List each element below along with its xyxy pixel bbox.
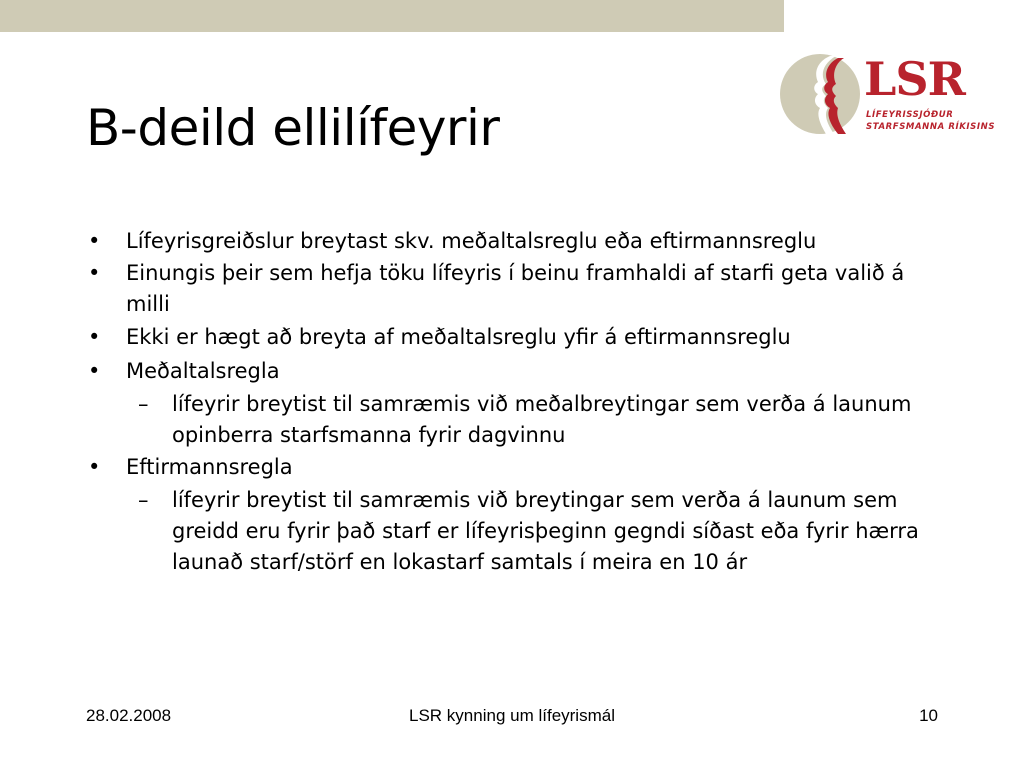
header-accent-bar	[0, 0, 784, 32]
bullet-text: Lífeyrisgreiðslur breytast skv. meðaltalsreglu eða eftirmannsreglu	[126, 229, 817, 253]
sub-bullet-item	[86, 485, 946, 578]
bullet-item	[86, 451, 946, 484]
footer-date: 28.02.2008	[86, 706, 172, 725]
bullet-text: Meðaltalsregla	[126, 359, 280, 383]
sub-bullet-text: lífeyrir breytist til samræmis við breytingar sem verða á launum sem greidd eru fyrir það starf er lífeyrisþeginn gegndi síðast eða fyrir hærra launað starf/störf en lokastarf samtals í meira en 10 ár	[172, 488, 919, 574]
bullet-item	[86, 321, 946, 354]
bullet-list	[86, 226, 946, 578]
bullet-text: Eftirmannsregla	[126, 455, 293, 479]
bullet-text: Ekki er hægt að breyta af meðaltalsreglu yfir á eftirmannsreglu	[126, 325, 791, 349]
bullet-marker: •	[88, 229, 101, 253]
bullet-item	[86, 355, 946, 388]
sub-bullet-marker: –	[138, 392, 149, 416]
bullet-item	[86, 226, 946, 257]
slide-title: B-deild ellilífeyrir	[86, 99, 500, 157]
logo-tagline-line2: STARFSMANNA RÍKISINS	[866, 122, 996, 132]
bullet-marker: •	[88, 455, 101, 479]
lsr-logo	[776, 50, 1006, 140]
footer-page-number: 10	[919, 706, 938, 725]
bullet-marker: •	[88, 325, 101, 349]
sub-bullet-item	[86, 389, 946, 451]
bullet-marker: •	[88, 359, 101, 383]
logo-tagline-line1: LÍFEYRISSJÓÐUR	[866, 110, 954, 120]
bullet-text: Einungis þeir sem hefja töku lífeyris í beinu framhaldi af starfi geta valið á milli	[126, 261, 905, 316]
logo-wordmark: LSR	[864, 52, 965, 106]
bullet-marker: •	[88, 261, 101, 285]
footer-presentation-title: LSR kynning um lífeyrismál	[409, 706, 615, 725]
bullet-item	[86, 258, 946, 320]
sub-bullet-text: lífeyrir breytist til samræmis við meðalbreytingar sem verða á launum opinberra starfsmanna fyrir dagvinnu	[172, 392, 912, 447]
sub-bullet-marker: –	[138, 488, 149, 512]
